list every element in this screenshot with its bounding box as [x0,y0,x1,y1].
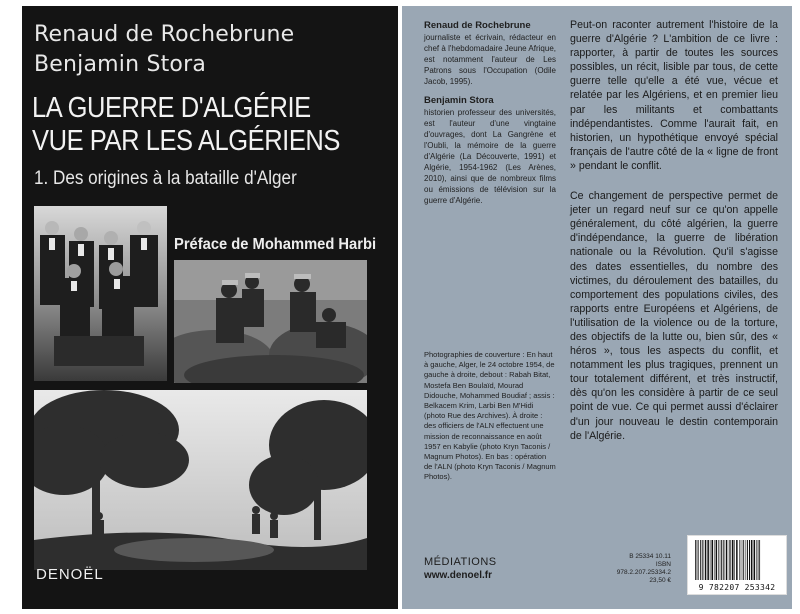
barcode-bar [707,540,709,580]
author-bios [424,20,556,206]
barcode-bar [729,540,730,580]
barcode-bar [710,540,711,580]
aln-officers-photo [174,260,367,383]
bio-name-2: Benjamin Stora [424,95,494,106]
barcode-bar [745,540,746,580]
barcode-digits: 9 782207 253342 [698,583,776,592]
barcode-bar [712,540,714,580]
price-label: 23,50 € [649,577,671,584]
barcode-bar [754,540,756,580]
author-name-1: Renaud de Rochebrune [34,22,295,47]
barcode-bar [739,540,740,580]
blurb-paragraph-1: Peut-on raconter autrement l'histoire de la guerre d'Algérie ? L'ambition de ce livre : rapporter, à partir de toutes les sources possibles, un récit, lisible par tous, de cette guerre telle qu'elle a été vue, vécue et relatée par les Algériens, et en premier lieu par les militants et combattants indépendantistes. Comme l'aurait fait, en historien, un hypothétique envoyé spécial français de l'autre côté de la « ligne de front » pendant le conflit. [570,19,778,172]
barcode-bar [749,540,750,580]
barcode-bar [743,540,744,580]
bio-name-1: Renaud de Rochebrune [424,20,531,31]
barcode-bar [720,540,721,580]
isbn-info [601,553,671,585]
barcode-bar [759,540,760,580]
book-title-line-1: LA GUERRE D'ALGÉRIE [32,92,311,124]
isbn-line: ISBN 978.2.207.25334.2 [616,561,671,576]
barcode-bar [751,540,753,580]
barcode-bar [756,540,757,580]
publisher-logo-front: DENOËL [36,566,104,583]
barcode [687,535,787,595]
blurb [570,18,778,459]
barcode-bar [721,540,722,580]
aln-operation-photo [34,390,367,570]
isbn-line: B 25334 10.11 [629,553,671,560]
barcode-bar [723,540,724,580]
collection-name: MÉDIATIONS [424,556,497,568]
barcode-bar [730,540,731,580]
preface-credit: Préface de Mohammed Harbi [174,236,377,253]
publisher-website[interactable]: www.denoel.fr [424,570,492,581]
barcode-bar [695,540,696,580]
barcode-bar [705,540,707,580]
barcode-bar [741,540,742,580]
bio-text-2: historien professeur des universités, est l'auteur d'une vingtaine d'ouvrages, dont La Gangrène et l'Oubli, la mémoire de la guerre d'Algérie (La Découverte, 1991) et Algérie, 1954-1962 (Les Arènes, 2010), ainsi que de nombreux films ou émissions de télévision sur la guerre d'Algérie. [424,108,556,205]
book-subtitle: 1. Des origines à la bataille d'Alger [34,168,297,189]
group-portrait-photo [34,206,167,381]
back-cover [402,6,792,609]
barcode-bar [732,540,734,580]
barcode-bar [698,540,699,580]
blurb-paragraph-2: Ce changement de perspective permet de jeter un regard neuf sur ce qu'on appelle généralement, du côté algérien, la guerre d'indépendance, la guerre de libération nationale ou la Révolution. Qu'il s'agisse des dates essentielles, du nombre des victimes, du déroulement des batailles, du comportement des populations civiles, des rapports entre Européens et Algériens, de l'utilisation de la violence ou de la torture, des objectifs de la lutte ou, bien sûr, des « héros », tous les aspects du conflit, et notamment les plus tragiques, prennent un tour totalement différent, et très instructif, dès qu'on les considère à partir de ce seul point de vue. Ce qui permet aussi d'éclairer d'un jour nouveau le destin contemporain de l'Algérie. [570,190,778,442]
barcode-bar [747,540,748,580]
barcode-bar [716,540,718,580]
barcode-bar [734,540,735,580]
barcode-bar [726,540,728,580]
book-title-line-2: VUE PAR LES ALGÉRIENS [32,125,340,157]
front-cover [22,6,398,609]
barcode-bar [702,540,703,580]
author-name-2: Benjamin Stora [34,52,207,77]
photo-credits: Photographies de couverture : En haut à gauche, Alger, le 24 octobre 1954, de gauche à droite, debout : Rabah Bitat, Mostefa Ben Boulaïd, Mourad Didouche, Mohammed Boudiaf ; assis : Belkacem Krim, Larbi Ben M'Hidi (photo Rue des Archives). À droite : des officiers de l'ALN effectuent une mission de reconnaissance en août 1957 en Kabylie (photo Kryn Taconis / Magnum Photos). En bas : opération de l'ALN (photo Kryn Taconis / Magnum Photos). [424,350,556,482]
barcode-bar [700,540,701,580]
barcode-bar [758,540,759,580]
barcode-bars [694,540,780,580]
bio-text-1: journaliste et écrivain, rédacteur en chef à l'hebdomadaire Jeune Afrique, est notamment l'auteur de Les Patrons sous l'Occupation (Odile Jacob, 1995). [424,33,556,86]
barcode-bar [714,540,715,580]
barcode-bar [718,540,719,580]
barcode-bar [697,540,698,580]
barcode-bar [736,540,738,580]
